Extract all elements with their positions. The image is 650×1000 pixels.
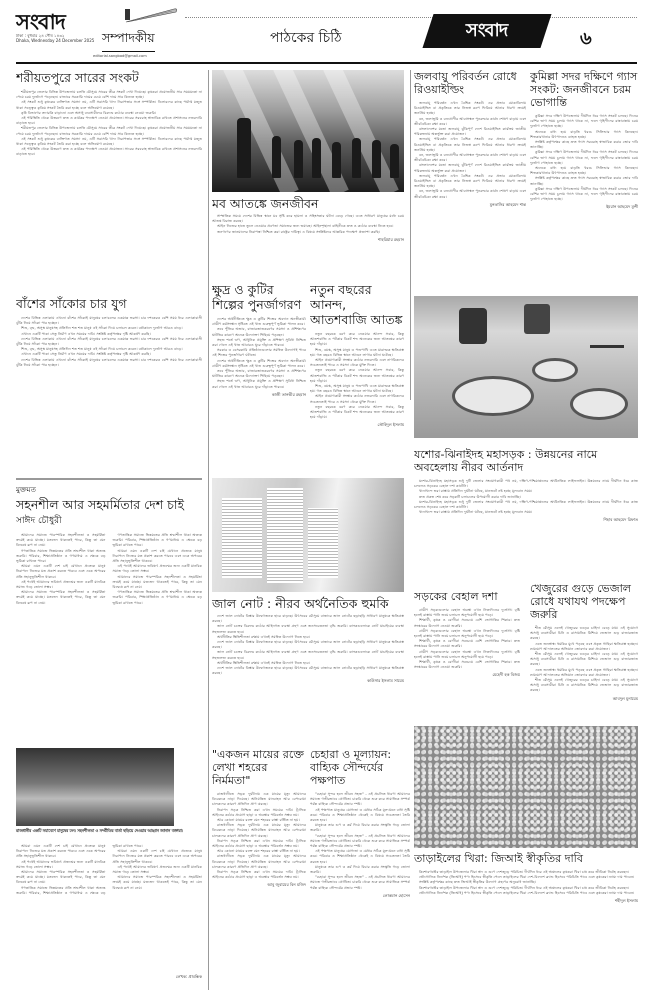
article-date-molasses[interactable] — [530, 582, 638, 722]
article-fireworks[interactable] — [310, 282, 404, 472]
article-body: যশোর-ঝিনাইদহ মহাসড়ক শুধু দুটি জেলার সংযোগকারী পথ নয়, দক্ষিণ-পশ্চিমাঞ্চলের অর্থনৈতিক লাইফলাইন। উন্নয়নের নামে দীর্ঘদিন ধরে কাজ চললেও সড়কের বেহাল দশা কাটেনি। খানাখন্দে ভরা রাস্তায় প্রতিদিন দুর্ঘটনা ঘটছে, যানজটে নষ্ট হচ্ছে মূল্যবান সময়। দ্রুত প্রকল্প শেষ করে সড়কটি চলাচলের উপযোগী করার দাবি জানাচ্ছি। যশোর-ঝিনাইদহ মহাসড়ক শুধু দুটি জেলার সংযোগকারী পথ নয়, দক্ষিণ-পশ্চিমাঞ্চলের অর্থনৈতিক লাইফলাইন। উন্নয়নের নামে দীর্ঘদিন ধরে কাজ চললেও সড়কের বেহাল দশা কাটেনি। খানাখন্দে ভরা রাস্তায় প্রতিদিন দুর্ঘটনা ঘটছে, যানজটে নষ্ট হচ্ছে মূল্যবান সময়। — [414, 479, 638, 515]
cucumber-photo[interactable] — [414, 726, 638, 848]
article-signature: শহীদুল ইসলাম — [614, 898, 638, 904]
article-headline[interactable]: "একজন মায়ের রক্তে লেখা শহরের নির্মমতা" — [212, 748, 304, 787]
article-body: দেশের বিভিন্ন এলাকায় এখনো বাঁশের সাঁকোই মানুষের চলাচলের একমাত্র ভরসা। চার দশকেরও বেশি সময় ধরে এলাকাবাসী ঝুঁকি নিয়ে সাঁকো পার হচ্ছেন। শিশু, বৃদ্ধ, অসুস্থ মানুষসহ প্রতিদিন শত শত মানুষ এই সাঁকো দিয়ে চলাচল করেন। বর্ষাকালে দুর্ভোগ আরও বাড়ে। এখানে একটি পাকা সেতু নির্মাণ এখন সময়ের দাবি। সংশ্লিষ্ট কর্তৃপক্ষের দৃষ্টি আকর্ষণ করছি। দেশের বিভিন্ন এলাকায় এখনো বাঁশের সাঁকোই মানুষের চলাচলের একমাত্র ভরসা। চার দশকেরও বেশি সময় ধরে এলাকাবাসী ঝুঁকি নিয়ে সাঁকো পার হচ্ছেন। শিশু, বৃদ্ধ, অসুস্থ মানুষসহ প্রতিদিন শত শত মানুষ এই সাঁকো দিয়ে চলাচল করেন। বর্ষাকালে দুর্ভোগ আরও বাড়ে। এখানে একটি পাকা সেতু নির্মাণ এখন সময়ের দাবি। সংশ্লিষ্ট কর্তৃপক্ষের দৃষ্টি আকর্ষণ করছি। দেশের বিভিন্ন এলাকায় এখনো বাঁশের সাঁকোই মানুষের চলাচলের একমাত্র ভরসা। চার দশকেরও বেশি সময় ধরে এলাকাবাসী ঝুঁকি নিয়ে সাঁকো পার হচ্ছেন। — [16, 316, 202, 367]
article-body: সাম্প্রতিক সময়ে দেশের বিভিন্ন স্থানে মব সৃষ্টি করে হামলা ও সহিংসতার ঘটনা বেড়ে গেছে। এতে সাধারণ মানুষের মধ্যে চরম আতঙ্ক বিরাজ করছে। আইন নিজের হাতে তুলে নেওয়ার প্রবণতা সমাজের জন্য ভয়াবহ। আইনশৃঙ্খলা বাহিনীকে দ্রুত ও কঠোর ব্যবস্থা নিতে হবে। জনগণের জানমালের নিরাপত্তা নিশ্চিত করা রাষ্ট্রের দায়িত্ব। এ বিষয়ে সংশ্লিষ্টদের আন্তরিক পদক্ষেপ প্রত্যাশা করছি। — [212, 214, 404, 234]
article-author: সাঈদ চৌধুরী — [16, 516, 62, 526]
article-signature: শাহরিয়ার রহমান — [377, 236, 404, 242]
mob-photo[interactable] — [212, 70, 404, 192]
page-number: ৬ — [580, 28, 592, 49]
article-signature: আবু জুবায়ের বিন মজিদ — [267, 882, 306, 888]
article-headline[interactable]: জাল নোট : নীরব অর্থনৈতিক হুমকি — [212, 596, 389, 611]
article-signature: লেখক: প্রাবন্ধিক — [175, 974, 202, 979]
article-mob[interactable] — [212, 196, 404, 262]
article-headline[interactable]: শরীয়তপুরে সারের সংকট — [16, 70, 139, 85]
article-headline[interactable]: খেজুরের গুড়ে ভেজাল রোধে যথাযথ পদক্ষেপ জরুরি — [530, 582, 631, 621]
article-signature: তৌহিদুল ইসলাম — [377, 422, 404, 428]
column-divider — [410, 70, 411, 400]
article-signature: কাউসার ইসলাম সায়েম — [367, 678, 404, 684]
article-headline[interactable]: চেহারা ও মূল্যায়ন: বাহ্যিক সৌন্দর্যের পক্ষপাত — [310, 748, 392, 787]
article-fake-note[interactable] — [212, 596, 404, 730]
article-body: দেশের অর্থনীতিতে ক্ষুদ্র ও কুটির শিল্পের অবদান অনস্বীকার্য। গ্রামীণ কর্মসংস্থান সৃষ্টিতে এই খাত গুরুত্বপূর্ণ ভূমিকা পালন করে। তবে পুঁজির অভাব, বাজারজাতকরণের সমস্যা ও প্রশিক্ষণের ঘাটতির কারণে অনেক উদ্যোক্তা পিছিয়ে পড়ছেন। সহজ শর্তে ঋণ, আধুনিক প্রযুক্তি ও প্রশিক্ষণ সুবিধা নিশ্চিত করা গেলে এই খাত আবারও ঘুরে দাঁড়াতে পারবে। সরকার ও বেসরকারি প্রতিষ্ঠানগুলোর সমন্বিত উদ্যোগই পারে এই শিল্পের পুনর্জাগরণ ঘটাতে। দেশের অর্থনীতিতে ক্ষুদ্র ও কুটির শিল্পের অবদান অনস্বীকার্য। গ্রামীণ কর্মসংস্থান সৃষ্টিতে এই খাত গুরুত্বপূর্ণ ভূমিকা পালন করে। তবে পুঁজির অভাব, বাজারজাতকরণের সমস্যা ও প্রশিক্ষণের ঘাটতির কারণে অনেক উদ্যোক্তা পিছিয়ে পড়ছেন। সহজ শর্তে ঋণ, আধুনিক প্রযুক্তি ও প্রশিক্ষণ সুবিধা নিশ্চিত করা গেলে এই খাত আবারও ঘুরে দাঁড়াতে পারবে। — [212, 317, 306, 389]
article-kicker: মুক্তমত — [16, 486, 36, 494]
article-body: শরীয়তপুর জেলার বিভিন্ন উপজেলায় চলতি মৌসুমে সারের তীব্র সংকট দেখা দিয়েছে। কৃষকরা প্রয়োজনীয় সার সময়মতো না পেয়ে চরম দুর্ভোগে পড়েছেন। বাজারে সরকারি দামের চেয়ে বেশি দামে সার কিনতে হচ্ছে। এই সংকট শুধু কৃষকের ব্যক্তিগত সমস্যা নয়, এটি সরাসরি খাদ্য নিরাপত্তার সঙ্গে সম্পর্কিত। ডিলারদের কাছে পর্যাপ্ত মজুত থাকা সত্ত্বেও কৃত্রিম সংকট তৈরি করা হচ্ছে বলে অভিযোগ রয়েছে। কৃষি বিভাগের তদারকি বাড়ানো এবং অসাধু ব্যবসায়ীদের বিরুদ্ধে কঠোর ব্যবস্থা নেওয়া জরুরি। এই পরিস্থিতি থেকে উত্তরণে দ্রুত ও কার্যকর পদক্ষেপ নেওয়া প্রয়োজন। সারের সরবরাহ স্বাভাবিক রাখতে প্রশাসনের নজরদারি বাড়াতে হবে। শরীয়তপুর জেলার বিভিন্ন উপজেলায় চলতি মৌসুমে সারের তীব্র সংকট দেখা দিয়েছে। কৃষকরা প্রয়োজনীয় সার সময়মতো না পেয়ে চরম দুর্ভোগে পড়েছেন। বাজারে সরকারি দামের চেয়ে বেশি দামে সার কিনতে হচ্ছে। এই সংকট শুধু কৃষকের ব্যক্তিগত সমস্যা নয়, এটি সরাসরি খাদ্য নিরাপত্তার সঙ্গে সম্পর্কিত। ডিলারদের কাছে পর্যাপ্ত মজুত থাকা সত্ত্বেও কৃত্রিম সংকট তৈরি করা হচ্ছে বলে অভিযোগ রয়েছে। এই পরিস্থিতি থেকে উত্তরণে দ্রুত ও কার্যকর পদক্ষেপ নেওয়া প্রয়োজন। সারের সরবরাহ স্বাভাবিক রাখতে প্রশাসনের নজরদারি বাড়াতে হবে। — [16, 90, 202, 157]
article-body: জলবায়ু পরিবর্তন এখন বৈশ্বিক সংকট। এর প্রভাব মোকাবিলায় রিওয়াইল্ডিং বা প্রকৃতিকে তার নিজস্ব রূপে ফিরিয়ে আনার ধারণা ক্রমেই জনপ্রিয় হচ্ছে। বন, জলাভূমি ও বন্যপ্রাণীর আবাসস্থল পুনরুদ্ধার কার্বন শোষণ বাড়ায় এবং জীববৈচিত্র্য রক্ষা করে। বাংলাদেশের মতো জলবায়ু ঝুঁকিপূর্ণ দেশে রিওয়াইল্ডিং কার্যক্রম জাতীয় পরিকল্পনায় অন্তর্ভুক্ত করা প্রয়োজন। জলবায়ু পরিবর্তন এখন বৈশ্বিক সংকট। এর প্রভাব মোকাবিলায় রিওয়াইল্ডিং বা প্রকৃতিকে তার নিজস্ব রূপে ফিরিয়ে আনার ধারণা ক্রমেই জনপ্রিয় হচ্ছে। বন, জলাভূমি ও বন্যপ্রাণীর আবাসস্থল পুনরুদ্ধার কার্বন শোষণ বাড়ায় এবং জীববৈচিত্র্য রক্ষা করে। বাংলাদেশের মতো জলবায়ু ঝুঁকিপূর্ণ দেশে রিওয়াইল্ডিং কার্যক্রম জাতীয় পরিকল্পনায় অন্তর্ভুক্ত করা প্রয়োজন। জলবায়ু পরিবর্তন এখন বৈশ্বিক সংকট। এর প্রভাব মোকাবিলায় রিওয়াইল্ডিং বা প্রকৃতিকে তার নিজস্ব রূপে ফিরিয়ে আনার ধারণা ক্রমেই জনপ্রিয় হচ্ছে। বন, জলাভূমি ও বন্যপ্রাণীর আবাসস্থল পুনরুদ্ধার কার্বন শোষণ বাড়ায় এবং জীববৈচিত্র্য রক্ষা করে। — [414, 101, 526, 199]
photo-caption: রাজধানীর একটি সমাবেশে মানুষের ঢল। সহনশীলতা ও সম্প্রীতির বার্তা ছড়িয়ে দেওয়ার আহ্বান জানান বক্তারা। — [16, 828, 184, 833]
article-headline[interactable]: জলবায়ু পরিবর্তন রোধে রিওয়াইল্ডিং — [414, 70, 517, 96]
article-headline[interactable]: বাঁশের সাঁকোর চার যুগ — [16, 296, 127, 311]
article-tarail-cucumber[interactable] — [414, 852, 638, 988]
article-body: শীত মৌসুম এলেই খেজুরের গুড়ের চাহিদা বেড়ে যায়। এই সুযোগে অসাধু ব্যবসায়ীরা চিনি ও রাসায়নিক মিশিয়ে ভেজাল গুড় বাজারজাত করছে। এতে জনস্বাস্থ্য হুমকির মুখে পড়ছে এবং প্রকৃত গাছিরা ক্ষতিগ্রস্ত হচ্ছেন। ভ্রাম্যমাণ আদালতের অভিযান জোরদার করা প্রয়োজন। শীত মৌসুম এলেই খেজুরের গুড়ের চাহিদা বেড়ে যায়। এই সুযোগে অসাধু ব্যবসায়ীরা চিনি ও রাসায়নিক মিশিয়ে ভেজাল গুড় বাজারজাত করছে। এতে জনস্বাস্থ্য হুমকির মুখে পড়ছে এবং প্রকৃত গাছিরা ক্ষতিগ্রস্ত হচ্ছেন। ভ্রাম্যমাণ আদালতের অভিযান জোরদার করা প্রয়োজন। শীত মৌসুম এলেই খেজুরের গুড়ের চাহিদা বেড়ে যায়। এই সুযোগে অসাধু ব্যবসায়ীরা চিনি ও রাসায়নিক মিশিয়ে ভেজাল গুড় বাজারজাত করছে। — [530, 626, 638, 693]
section-divider — [16, 478, 202, 480]
article-body: গ্রামীণ সড়কগুলোর বেহাল অবস্থা এখন নিত্যদিনের দুর্ভোগ। বৃষ্টি হলেই রাস্তায় পানি জমে চলাচল অনুপযোগী হয়ে পড়ে। শিক্ষার্থী, কৃষক ও রোগীরা সবচেয়ে বেশি ভোগান্তির শিকার। দ্রুত সংস্কারের উদ্যোগ নেওয়া জরুরি। গ্রামীণ সড়কগুলোর বেহাল অবস্থা এখন নিত্যদিনের দুর্ভোগ। বৃষ্টি হলেই রাস্তায় পানি জমে চলাচল অনুপযোগী হয়ে পড়ে। শিক্ষার্থী, কৃষক ও রোগীরা সবচেয়ে বেশি ভোগান্তির শিকার। দ্রুত সংস্কারের উদ্যোগ নেওয়া জরুরি। গ্রামীণ সড়কগুলোর বেহাল অবস্থা এখন নিত্যদিনের দুর্ভোগ। বৃষ্টি হলেই রাস্তায় পানি জমে চলাচল অনুপযোগী হয়ে পড়ে। শিক্ষার্থী, কৃষক ও রোগীরা সবচেয়ে বেশি ভোগান্তির শিকার। দ্রুত সংস্কারের উদ্যোগ নেওয়া জরুরি। — [414, 608, 520, 670]
article-bamboo-bridge[interactable] — [16, 296, 202, 450]
article-headline[interactable]: মব আতঙ্কে জনজীবন — [212, 196, 319, 211]
quill-pen-icon — [124, 6, 180, 24]
article-cottage-industry[interactable] — [212, 282, 306, 472]
article-signature: লোকমান হোসেন — [382, 892, 410, 898]
fake-note-photo[interactable] — [212, 478, 404, 592]
newspaper-logo-badge[interactable]: সংবাদ — [422, 14, 551, 48]
article-road-condition[interactable] — [414, 590, 520, 730]
column-divider — [208, 70, 209, 990]
opinion-photo[interactable] — [16, 748, 174, 826]
article-body: কিশোরগঞ্জের তাড়াইল উপজেলার খিরা স্বাদ ও গুণে দেশজুড়ে পরিচিত। দীর্ঘদিন ধরে এই অঞ্চলের কৃষকরা খিরা চাষ করে জীবিকা নির্বাহ করছেন। ভৌগোলিক নির্দেশক (জিআই) পণ্য হিসেবে স্বীকৃতি পেলে তাড়াইলের খিরা দেশ-বিদেশে ব্র্যান্ড হিসেবে পরিচিতি পাবে এবং কৃষকেরা ন্যায্য দাম পাবেন। সংশ্লিষ্ট কর্তৃপক্ষের কাছে দ্রুত জিআই স্বীকৃতির উদ্যোগ গ্রহণের অনুরোধ জানাচ্ছি। কিশোরগঞ্জের তাড়াইল উপজেলার খিরা স্বাদ ও গুণে দেশজুড়ে পরিচিত। দীর্ঘদিন ধরে এই অঞ্চলের কৃষকরা খিরা চাষ করে জীবিকা নির্বাহ করছেন। ভৌগোলিক নির্দেশক (জিআই) পণ্য হিসেবে স্বীকৃতি পেলে তাড়াইলের খিরা দেশ-বিদেশে ব্র্যান্ড হিসেবে পরিচিতি পাবে এবং কৃষকেরা ন্যায্য দাম পাবেন। — [419, 870, 635, 895]
article-opinion[interactable] — [16, 484, 202, 744]
dateline: ঢাকা : বুধবার ২৪ পৌষ ১৪৩২ Dhaka, Wednesday 24 December 2025 — [16, 33, 95, 43]
article-signature: মেহেদী হক বিজয় — [492, 672, 520, 678]
article-signature: শিহাব আহমেদ রিফাত — [603, 517, 638, 523]
article-headline[interactable]: তাড়াইলের খিরা: জিআই স্বীকৃতির দাবি — [414, 852, 583, 865]
article-body: আমরা এমন একটি দেশ চাই যেখানে প্রত্যেক মানুষ নিরাপদে নিজের মত প্রকাশ করতে পারবে এবং একে অপরের প্রতি সহানুভূতিশীল থাকবে। এই পথেই আমাদের ভবিষ্যৎ প্রজন্মের জন্য একটি মানবিক সমাজ গড়ে তোলা সম্ভব। আমাদের সমাজে পারস্পরিক সহনশীলতা ও সহমর্মিতা ক্রমেই কমে যাচ্ছে। মতভেদ থাকতেই পারে, কিন্তু তা যেন বিদ্বেষে রূপ না নেয়। গণতান্ত্রিক সমাজে ভিন্নমতের প্রতি শ্রদ্ধাশীল থাকা অত্যন্ত জরুরি। পরিবার, শিক্ষাপ্রতিষ্ঠান ও গণমাধ্যম এ ক্ষেত্রে বড় ভূমিকা রাখতে পারে। আমরা এমন একটি দেশ চাই যেখানে প্রত্যেক মানুষ নিরাপদে নিজের মত প্রকাশ করতে পারবে এবং একে অপরের প্রতি সহানুভূতিশীল থাকবে। এই পথেই আমাদের ভবিষ্যৎ প্রজন্মের জন্য একটি মানবিক সমাজ গড়ে তোলা সম্ভব। আমাদের সমাজে পারস্পরিক সহনশীলতা ও সহমর্মিতা ক্রমেই কমে যাচ্ছে। মতভেদ থাকতেই পারে, কিন্তু তা যেন বিদ্বেষে রূপ না নেয়। — [16, 844, 202, 895]
article-jessore-road[interactable] — [414, 448, 638, 584]
article-headline[interactable]: কুমিল্লা সদর দক্ষিণে গ্যাস সংকট: জনজীবনে চরম ভোগান্তি — [530, 70, 638, 109]
article-body: নতুন বছরকে বরণ করে নেওয়ার আনন্দ সবার, কিন্তু আতশবাজি ও পটকার বিকট শব্দ অনেকের জন্য আতঙ্কের কারণ হয়ে দাঁড়ায়। শিশু, বয়স্ক, অসুস্থ মানুষ ও পশুপাখি এতে মারাত্মক ক্ষতিগ্রস্ত হয়। গত বছরও বিভিন্ন স্থানে আগুন লাগার ঘটনা ঘটেছে। আইন প্রয়োগকারী সংস্থার কঠোর নজরদারি এবং নাগরিকদের সচেতনতাই পারে এ সমস্যা থেকে মুক্তি দিতে। নতুন বছরকে বরণ করে নেওয়ার আনন্দ সবার, কিন্তু আতশবাজি ও পটকার বিকট শব্দ অনেকের জন্য আতঙ্কের কারণ হয়ে দাঁড়ায়। শিশু, বয়স্ক, অসুস্থ মানুষ ও পশুপাখি এতে মারাত্মক ক্ষতিগ্রস্ত হয়। গত বছরও বিভিন্ন স্থানে আগুন লাগার ঘটনা ঘটেছে। আইন প্রয়োগকারী সংস্থার কঠোর নজরদারি এবং নাগরিকদের সচেতনতাই পারে এ সমস্যা থেকে মুক্তি দিতে। নতুন বছরকে বরণ করে নেওয়ার আনন্দ সবার, কিন্তু আতশবাজি ও পটকার বিকট শব্দ অনেকের জন্য আতঙ্কের কারণ হয়ে দাঁড়ায়। — [310, 332, 404, 420]
article-mother[interactable] — [212, 748, 306, 980]
article-fertilizer[interactable] — [16, 70, 202, 220]
article-signature: আবদুল মুনায়েম — [612, 695, 638, 701]
article-signature: মুনতাসির আহমেদ শান্ত — [489, 201, 526, 207]
editorial-email[interactable]: editorial.sangbad@gmail.com — [93, 54, 147, 58]
page-title: পাঠকের চিঠি — [270, 30, 342, 46]
article-beauty-bias[interactable] — [310, 748, 410, 980]
article-headline[interactable]: নতুন বছরের আনন্দ, আতশবাজি আতঙ্ক — [310, 282, 403, 327]
article-cumilla-gas[interactable] — [530, 70, 638, 286]
article-signature: ইমরান আহমেদ মুন্সী — [606, 204, 638, 210]
article-body: রাজধানীতে সড়ক দুর্ঘটনায় এক মায়ের মৃত্যু আমাদের বিবেককে নাড়া দিয়েছে। অনিয়ন্ত্রিত যানবাহন আর বেপরোয়া চালকদের কারণে প্রতিদিন প্রাণ ঝরছে। নিরাপদ সড়ক নিশ্চিত করা এখন সময়ের দাবি। ট্রাফিক আইনের কঠোর প্রয়োগ ছাড়া এ অবস্থার পরিবর্তন সম্ভব নয়। আর কোনো মায়ের রক্তে যেন শহরের রাস্তা রঞ্জিত না হয়। রাজধানীতে সড়ক দুর্ঘটনায় এক মায়ের মৃত্যু আমাদের বিবেককে নাড়া দিয়েছে। অনিয়ন্ত্রিত যানবাহন আর বেপরোয়া চালকদের কারণে প্রতিদিন প্রাণ ঝরছে। নিরাপদ সড়ক নিশ্চিত করা এখন সময়ের দাবি। ট্রাফিক আইনের কঠোর প্রয়োগ ছাড়া এ অবস্থার পরিবর্তন সম্ভব নয়। আর কোনো মায়ের রক্তে যেন শহরের রাস্তা রঞ্জিত না হয়। রাজধানীতে সড়ক দুর্ঘটনায় এক মায়ের মৃত্যু আমাদের বিবেককে নাড়া দিয়েছে। অনিয়ন্ত্রিত যানবাহন আর বেপরোয়া চালকদের কারণে প্রতিদিন প্রাণ ঝরছে। নিরাপদ সড়ক নিশ্চিত করা এখন সময়ের দাবি। ট্রাফিক আইনের কঠোর প্রয়োগ ছাড়া এ অবস্থার পরিবর্তন সম্ভব নয়। — [212, 792, 306, 880]
article-headline[interactable]: যশোর-ঝিনাইদহ মহাসড়ক : উন্নয়নের নামে অবহেলায় নীরব আর্তনাদ — [414, 448, 598, 474]
masthead — [0, 0, 650, 62]
article-body: আমাদের সমাজে পারস্পরিক সহনশীলতা ও সহমর্মিতা ক্রমেই কমে যাচ্ছে। মতভেদ থাকতেই পারে, কিন্তু তা যেন বিদ্বেষে রূপ না নেয়। গণতান্ত্রিক সমাজে ভিন্নমতের প্রতি শ্রদ্ধাশীল থাকা অত্যন্ত জরুরি। পরিবার, শিক্ষাপ্রতিষ্ঠান ও গণমাধ্যম এ ক্ষেত্রে বড় ভূমিকা রাখতে পারে। আমরা এমন একটি দেশ চাই যেখানে প্রত্যেক মানুষ নিরাপদে নিজের মত প্রকাশ করতে পারবে এবং একে অপরের প্রতি সহানুভূতিশীল থাকবে। এই পথেই আমাদের ভবিষ্যৎ প্রজন্মের জন্য একটি মানবিক সমাজ গড়ে তোলা সম্ভব। আমাদের সমাজে পারস্পরিক সহনশীলতা ও সহমর্মিতা ক্রমেই কমে যাচ্ছে। মতভেদ থাকতেই পারে, কিন্তু তা যেন বিদ্বেষে রূপ না নেয়। গণতান্ত্রিক সমাজে ভিন্নমতের প্রতি শ্রদ্ধাশীল থাকা অত্যন্ত জরুরি। পরিবার, শিক্ষাপ্রতিষ্ঠান ও গণমাধ্যম এ ক্ষেত্রে বড় ভূমিকা রাখতে পারে। আমরা এমন একটি দেশ চাই যেখানে প্রত্যেক মানুষ নিরাপদে নিজের মত প্রকাশ করতে পারবে এবং একে অপরের প্রতি সহানুভূতিশীল থাকবে। এই পথেই আমাদের ভবিষ্যৎ প্রজন্মের জন্য একটি মানবিক সমাজ গড়ে তোলা সম্ভব। আমাদের সমাজে পারস্পরিক সহনশীলতা ও সহমর্মিতা ক্রমেই কমে যাচ্ছে। মতভেদ থাকতেই পারে, কিন্তু তা যেন বিদ্বেষে রূপ না নেয়। গণতান্ত্রিক সমাজে ভিন্নমতের প্রতি শ্রদ্ধাশীল থাকা অত্যন্ত জরুরি। পরিবার, শিক্ষাপ্রতিষ্ঠান ও গণমাধ্যম এ ক্ষেত্রে বড় ভূমিকা রাখতে পারে। — [16, 533, 202, 605]
masthead-rule — [16, 62, 637, 64]
article-opinion-continued — [16, 842, 202, 982]
road-photo[interactable] — [414, 296, 638, 438]
article-signature: কাজী তানভীর রহমান — [271, 391, 306, 397]
dotted-divider — [185, 17, 637, 18]
article-body: দেশে জাল নোটের বিস্তার উদ্বেগজনক হারে বাড়ছে। উৎসবের মৌসুমে বাজারে জাল নোটের ছড়াছড়ি সাধারণ মানুষকে ক্ষতিগ্রস্ত করছে। জাল নোট চক্রের বিরুদ্ধে কঠোর আইনগত ব্যবস্থা গ্রহণ এবং জনসচেতনতা বৃদ্ধি জরুরি। ব্যাংকগুলোকে নোট যাচাইয়ের ব্যবস্থা সহজলভ্য করতে হবে। অর্থনীতির স্থিতিশীলতা রক্ষায় এখনই সমন্বিত উদ্যোগ নিতে হবে। দেশে জাল নোটের বিস্তার উদ্বেগজনক হারে বাড়ছে। উৎসবের মৌসুমে বাজারে জাল নোটের ছড়াছড়ি সাধারণ মানুষকে ক্ষতিগ্রস্ত করছে। জাল নোট চক্রের বিরুদ্ধে কঠোর আইনগত ব্যবস্থা গ্রহণ এবং জনসচেতনতা বৃদ্ধি জরুরি। ব্যাংকগুলোকে নোট যাচাইয়ের ব্যবস্থা সহজলভ্য করতে হবে। অর্থনীতির স্থিতিশীলতা রক্ষায় এখনই সমন্বিত উদ্যোগ নিতে হবে। দেশে জাল নোটের বিস্তার উদ্বেগজনক হারে বাড়ছে। উৎসবের মৌসুমে বাজারে জাল নোটের ছড়াছড়ি সাধারণ মানুষকে ক্ষতিগ্রস্ত করছে। — [212, 614, 404, 676]
article-headline[interactable]: সড়কের বেহাল দশা — [414, 590, 498, 603]
section-name: সম্পাদকীয় — [102, 30, 155, 52]
article-headline[interactable]: ক্ষুদ্র ও কুটির শিল্পের পুনর্জাগরণ — [212, 282, 302, 312]
article-body: কুমিল্লা সদর দক্ষিণ উপজেলায় দীর্ঘদিন ধরে গ্যাস সংকট চলছে। দিনের বেশির ভাগ সময় চুলায় গ্যাস থাকে না, ফলে গৃহিণীদের রান্নাবান্নায় চরম দুর্ভোগ পোহাতে হচ্ছে। অনেকে বাধ্য হয়ে বাড়তি খরচে সিলিন্ডার গ্যাস কিনছেন। শিল্পকারখানার উৎপাদনও ব্যাহত হচ্ছে। সংশ্লিষ্ট কর্তৃপক্ষের কাছে দ্রুত গ্যাস সরবরাহ স্বাভাবিক করার জোর দাবি জানাচ্ছি। কুমিল্লা সদর দক্ষিণ উপজেলায় দীর্ঘদিন ধরে গ্যাস সংকট চলছে। দিনের বেশির ভাগ সময় চুলায় গ্যাস থাকে না, ফলে গৃহিণীদের রান্নাবান্নায় চরম দুর্ভোগ পোহাতে হচ্ছে। অনেকে বাধ্য হয়ে বাড়তি খরচে সিলিন্ডার গ্যাস কিনছেন। শিল্পকারখানার উৎপাদনও ব্যাহত হচ্ছে। সংশ্লিষ্ট কর্তৃপক্ষের কাছে দ্রুত গ্যাস সরবরাহ স্বাভাবিক করার জোর দাবি জানাচ্ছি। কুমিল্লা সদর দক্ষিণ উপজেলায় দীর্ঘদিন ধরে গ্যাস সংকট চলছে। দিনের বেশির ভাগ সময় চুলায় গ্যাস থাকে না, ফলে গৃহিণীদের রান্নাবান্নায় চরম দুর্ভোগ পোহাতে হচ্ছে। — [530, 114, 638, 202]
article-climate[interactable] — [414, 70, 526, 286]
article-body: "চেহারা সুন্দর হলে জীবন সহজ" - এই প্রচলিত ধারণা আমাদের সমাজে গভীরভাবে প্রোথিত। চাকরি থেকে শুরু করে সামাজিক সম্পর্ক পর্যন্ত বাহ্যিক সৌন্দর্যের প্রভাব স্পষ্ট। এই পক্ষপাত মানুষের যোগ্যতা ও মেধার সঠিক মূল্যায়নে বাধা সৃষ্টি করে। পরিবার ও শিক্ষাপ্রতিষ্ঠান থেকেই এ বিষয়ে সচেতনতা তৈরি করতে হবে। মানুষকে তার গুণ ও কর্ম দিয়ে বিচার করার সংস্কৃতি গড়ে তোলা জরুরি। "চেহারা সুন্দর হলে জীবন সহজ" - এই প্রচলিত ধারণা আমাদের সমাজে গভীরভাবে প্রোথিত। চাকরি থেকে শুরু করে সামাজিক সম্পর্ক পর্যন্ত বাহ্যিক সৌন্দর্যের প্রভাব স্পষ্ট। এই পক্ষপাত মানুষের যোগ্যতা ও মেধার সঠিক মূল্যায়নে বাধা সৃষ্টি করে। পরিবার ও শিক্ষাপ্রতিষ্ঠান থেকেই এ বিষয়ে সচেতনতা তৈরি করতে হবে। মানুষকে তার গুণ ও কর্ম দিয়ে বিচার করার সংস্কৃতি গড়ে তোলা জরুরি। "চেহারা সুন্দর হলে জীবন সহজ" - এই প্রচলিত ধারণা আমাদের সমাজে গভীরভাবে প্রোথিত। চাকরি থেকে শুরু করে সামাজিক সম্পর্ক পর্যন্ত বাহ্যিক সৌন্দর্যের প্রভাব স্পষ্ট। — [310, 792, 410, 890]
article-headline[interactable]: সহনশীল আর সহমর্মিতার দেশ চাই — [16, 497, 184, 512]
newspaper-logo[interactable]: সংবাদ — [16, 9, 65, 34]
